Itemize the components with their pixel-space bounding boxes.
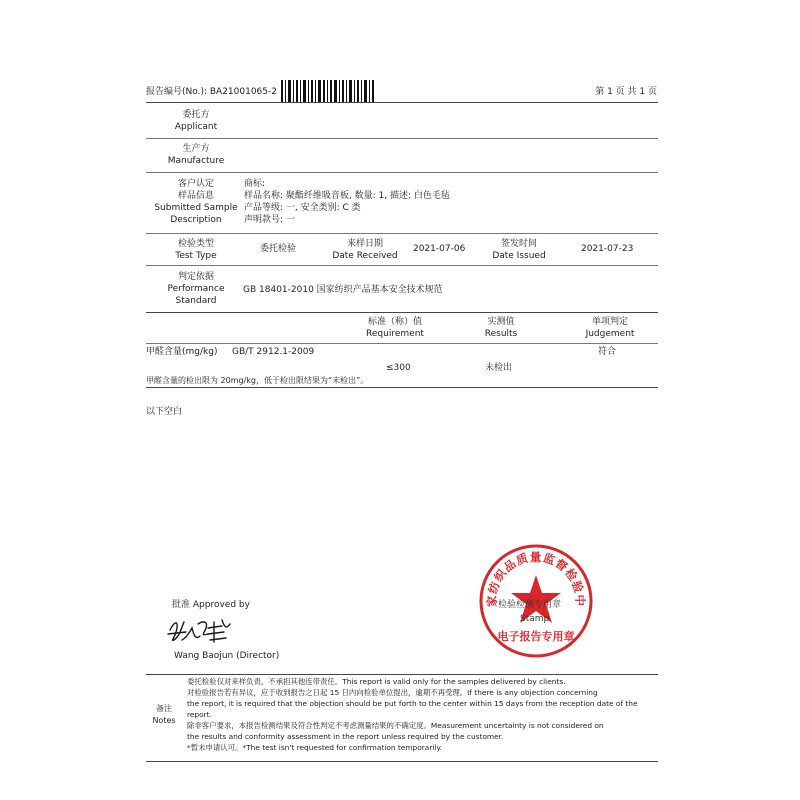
note-line: report. bbox=[187, 710, 212, 719]
date-received-value: 2021-07-06 bbox=[413, 244, 466, 254]
test-type-label: 检验类型 Test Type bbox=[175, 239, 217, 261]
sample-grade: 产品等级: 一, 安全类别: C 类 bbox=[244, 203, 361, 213]
barcode bbox=[281, 80, 374, 102]
signature bbox=[164, 612, 244, 648]
note-line: 除非客户要求，本报告检测结果及符合性判定不考虑测量结果的不确定度。Measurement uncertainty is not considered on bbox=[187, 721, 604, 730]
rule bbox=[146, 312, 658, 313]
rule bbox=[146, 138, 658, 139]
note-line: 对检验报告若有异议，应于收到报告之日起 15 日内向检验单位提出，逾期不再受理。If there is any objection concerning bbox=[187, 688, 598, 697]
blank-below-mark: 以下空白 bbox=[146, 407, 183, 417]
standard-label: 判定依据 Performance Standard bbox=[167, 272, 225, 306]
standard-value: GB 18401-2010 国家纺织产品基本安全技术规范 bbox=[243, 285, 443, 295]
note-line: the report, it is required that the objection should be put forth to the center within 15 days from the reception date of the bbox=[187, 699, 638, 708]
detection-limit-note: 甲醛含量的检出限为 20mg/kg，低于检出限结果为“未检出”。 bbox=[146, 376, 369, 385]
note-line: the results and conformity assessment in the report unless required by the customer. bbox=[187, 732, 504, 741]
rule-notes-bottom bbox=[146, 761, 658, 762]
seal-ring-text: 家纺织品质量监督检验中 bbox=[484, 550, 588, 608]
approver-name: Wang Baojun (Director) bbox=[174, 651, 280, 661]
note-line: 委托检验仅对来样负责，不承担其他连带责任。This report is valid only for the samples delivered by clients. bbox=[187, 677, 566, 686]
stamp-label-cn: 检验检测专用章 bbox=[498, 600, 562, 610]
sample-description bbox=[244, 178, 450, 226]
item-formaldehyde: 甲醛含量(mg/kg) bbox=[146, 347, 218, 357]
notes-text bbox=[187, 676, 638, 753]
col-results-header: 实测值 Results bbox=[484, 317, 518, 339]
manufacture-label: 生产方 Manufacture bbox=[167, 144, 225, 166]
rule bbox=[146, 343, 658, 344]
sample-style-no: 声明款号: 一 bbox=[244, 215, 295, 225]
rule bbox=[146, 172, 658, 173]
rule-top bbox=[146, 102, 658, 103]
sample-trademark: 商标: bbox=[244, 179, 266, 189]
page-info: 第 1 页 共 1 页 bbox=[595, 87, 657, 97]
date-issued-label: 签发时间 Date Issued bbox=[492, 239, 546, 261]
notes-label: 备注 Notes bbox=[152, 704, 176, 725]
applicant-label: 委托方 Applicant bbox=[174, 110, 218, 132]
sample-label: 客户认定 样品信息 Submitted Sample Description bbox=[154, 179, 238, 225]
stamp-label-en: Stamp bbox=[520, 614, 550, 624]
col-requirement-header: 标准（称）值 Requirement bbox=[366, 317, 424, 339]
judgement-value: 符合 bbox=[598, 347, 617, 357]
rule bbox=[146, 233, 658, 234]
rule-notes-top bbox=[146, 674, 658, 675]
test-type-value: 委托检验 bbox=[260, 244, 297, 254]
date-issued-value: 2021-07-23 bbox=[581, 244, 634, 254]
requirement-value: ≤300 bbox=[386, 363, 411, 373]
result-value: 未检出 bbox=[485, 363, 513, 373]
test-method: GB/T 2912.1-2009 bbox=[232, 347, 315, 357]
col-judgement-header: 单项判定 Judgement bbox=[585, 317, 635, 339]
note-line: *暂未申请认可。*The test isn't requested for confirmation temporarily. bbox=[187, 743, 443, 752]
sample-name: 样品名称: 聚酯纤维吸音板, 数量: 1, 描述: 白色毛毡 bbox=[244, 191, 450, 201]
rule-table-bottom bbox=[146, 387, 658, 388]
date-received-label: 来样日期 Date Received bbox=[332, 239, 398, 261]
rule bbox=[146, 265, 658, 266]
seal-bottom-text: 电子报告专用章 bbox=[497, 630, 575, 643]
report-number: 报告编号(No.): BA21001065-2 bbox=[146, 87, 277, 97]
approved-by-label: 批准 Approved by bbox=[172, 600, 250, 610]
